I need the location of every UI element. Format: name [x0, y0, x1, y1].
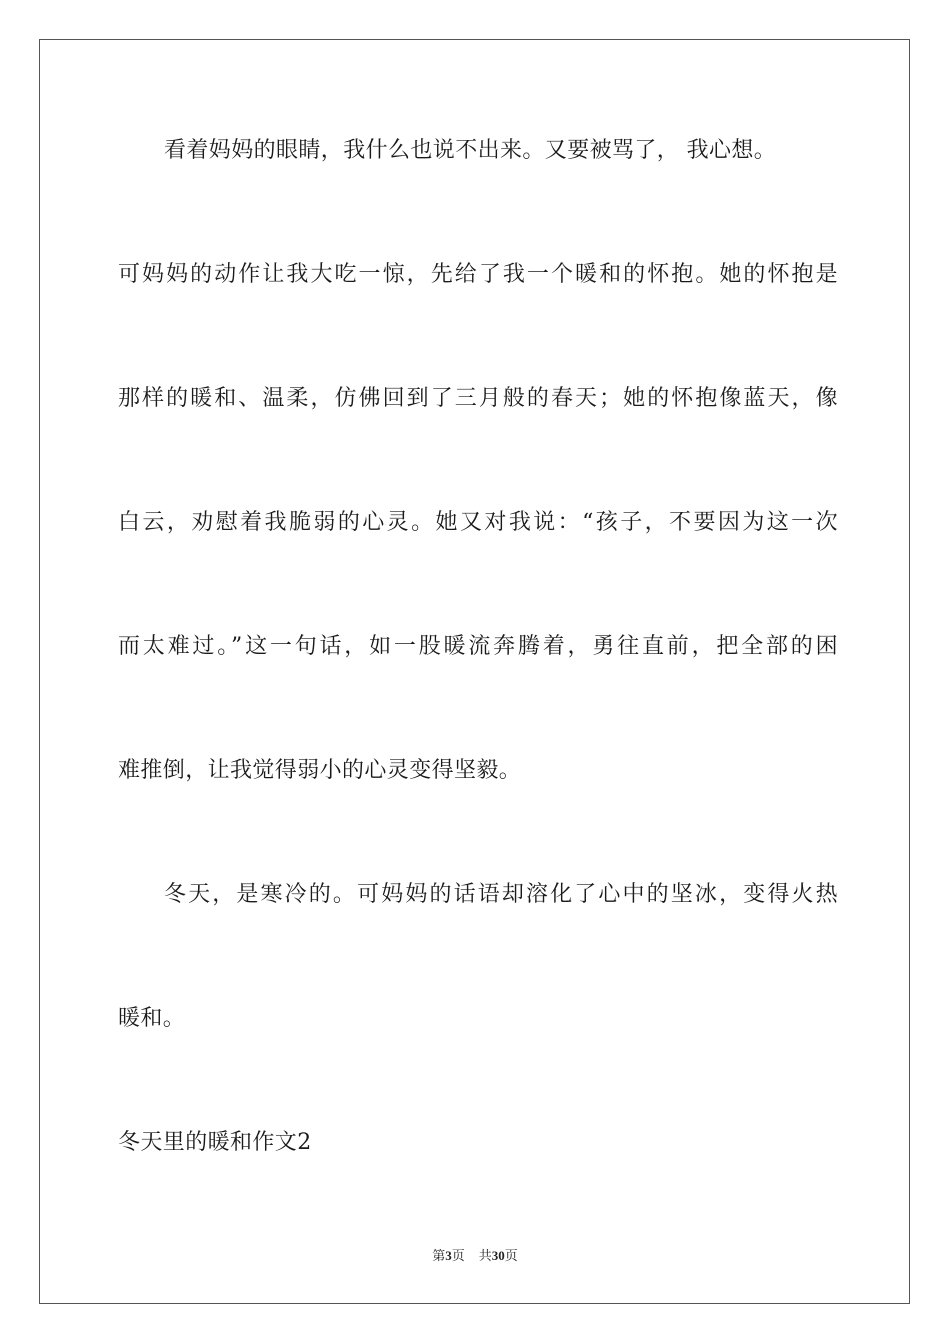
- paragraph-line-5: 而太难过。”这一句话，如一股暖流奔腾着，勇往直前，把全部的困: [118, 634, 838, 659]
- paragraph-line-2: 可妈妈的动作让我大吃一惊，先给了我一个暖和的怀抱。她的怀抱是: [118, 262, 838, 287]
- page-border: [39, 39, 910, 1304]
- paragraph-line-3: 那样的暖和、温柔，仿佛回到了三月般的春天；她的怀抱像蓝天，像: [118, 386, 838, 411]
- page-suffix: 页: [451, 1249, 465, 1264]
- total-suffix: 页: [504, 1249, 518, 1264]
- paragraph-line-6: 难推倒，让我觉得弱小的心灵变得坚毅。: [118, 758, 522, 783]
- page-prefix: 第: [432, 1249, 446, 1264]
- section-heading: 冬天里的暖和作文2: [118, 1130, 312, 1155]
- paragraph-line-1: 看着妈妈的眼睛，我什么也说不出来。又要被骂了， 我心想。: [164, 138, 777, 163]
- paragraph-line-8: 暖和。: [118, 1006, 186, 1031]
- page-current: 3: [445, 1248, 452, 1263]
- paragraph-line-7: 冬天，是寒冷的。可妈妈的话语却溶化了心中的坚冰，变得火热: [164, 882, 838, 907]
- page-total: 30: [491, 1248, 505, 1263]
- total-prefix: 共: [478, 1249, 492, 1264]
- paragraph-line-4: 白云，劝慰着我脆弱的心灵。她又对我说：“孩子，不要因为这一次: [118, 510, 838, 535]
- page-footer: [0, 1247, 950, 1266]
